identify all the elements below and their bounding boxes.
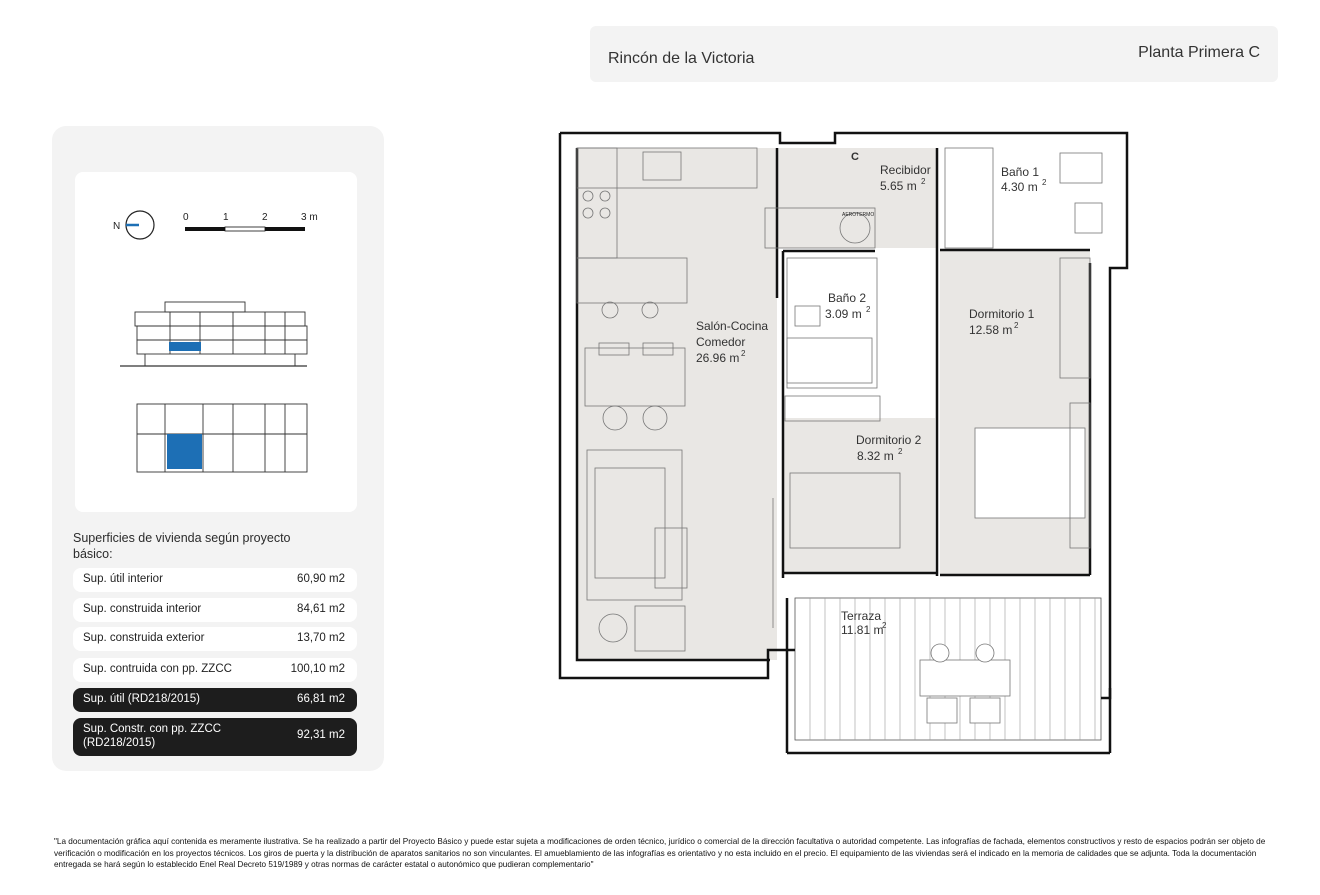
room-area-sup: 2 <box>921 177 926 186</box>
room-area-sup: 2 <box>1014 321 1019 330</box>
surface-row <box>73 658 357 682</box>
north-label: N <box>113 221 121 232</box>
room-area-sup: 2 <box>866 305 871 314</box>
room-area: 8.32 m <box>857 449 894 463</box>
room-name: Baño 2 <box>828 291 867 305</box>
scale-tick-0: 0 <box>183 212 189 223</box>
room-name: Recibidor <box>880 163 931 177</box>
surface-value: 84,61 m2 <box>297 603 345 615</box>
scale-tick-3: 3 m <box>301 212 318 223</box>
room-area-sup: 2 <box>1042 178 1047 187</box>
surface-label: Sup. útil interior <box>83 573 163 585</box>
surface-label: Sup. útil (RD218/2015) <box>83 693 200 705</box>
room-name: Salón-Cocina <box>696 319 769 333</box>
surfaces-title: Superficies de vivienda según proyecto básico: <box>73 531 291 561</box>
surface-label: Sup. Constr. con pp. ZZCC (RD218/2015) <box>83 723 222 749</box>
scale-bar <box>183 212 318 231</box>
room-name: Terraza <box>841 609 882 623</box>
room-area-sup: 2 <box>741 349 746 358</box>
surface-row-highlight <box>73 718 357 756</box>
surface-value: 13,70 m2 <box>297 632 345 644</box>
room-area: 11.81 m <box>841 623 884 637</box>
surface-value: 100,10 m2 <box>290 663 345 675</box>
surface-value: 92,31 m2 <box>297 729 345 741</box>
building-elevation <box>120 302 307 366</box>
floor-title: Planta Primera C <box>1138 44 1260 61</box>
key-plan-graphic <box>75 172 357 512</box>
room-area-sup: 2 <box>882 621 887 630</box>
surface-label: Sup. construida exterior <box>83 632 205 644</box>
door-letter: C <box>851 151 859 163</box>
room-area-sup: 2 <box>898 447 903 456</box>
location-title: Rincón de la Victoria <box>608 50 755 67</box>
room-name: Baño 1 <box>1001 165 1040 179</box>
surface-label: Sup. construida interior <box>83 603 202 615</box>
surface-label: Sup. contruida con pp. ZZCC <box>83 663 232 675</box>
surface-value: 60,90 m2 <box>297 573 345 585</box>
room-area: 4.30 m <box>1001 180 1038 194</box>
surface-row-highlight <box>73 688 357 712</box>
surface-row <box>73 568 357 592</box>
legal-disclaimer: "La documentación gráfica aquí contenida es meramente ilustrativa. Se ha realizado a partir del Proyecto Básico y puede estar sujeta a modificaciones de orden técnico, jurídico o comercial de la dirección facultativa o autoridad competente. Las infografías de fachada, elementos constructivos y resto de espacios podrán ser objeto de verificación o modificación en los proyectos técnicos. Los giros de puerta y la distribución de aparatos sanitarios no son vinculantes. El amueblamiento de las infografías es orientativo y no esta incluido en el precio. El equipamiento de las viviendas será el indicado en la memoria de calidades que se adjunta. Toda la documentación entregada se hará según lo establecido Enel Real Decreto 519/1989 y otras normas de carácter estatal o autonómico que pudieran complementario" <box>54 837 1266 869</box>
compass-icon <box>113 211 154 239</box>
surface-value: 66,81 m2 <box>297 693 345 705</box>
room-area: 26.96 m <box>696 351 740 365</box>
scale-tick-2: 2 <box>262 212 268 223</box>
surface-row <box>73 598 357 622</box>
scale-tick-1: 1 <box>223 212 229 223</box>
key-plan-card <box>75 172 357 512</box>
highlighted-unit-plan <box>167 434 202 469</box>
floor-key-plan <box>137 404 307 472</box>
floor-plan <box>555 128 1155 768</box>
header-bar <box>590 26 1278 82</box>
room-area: 5.65 m <box>880 179 917 193</box>
surface-row <box>73 627 357 651</box>
room-name: Dormitorio 2 <box>856 433 922 447</box>
room-name: Dormitorio 1 <box>969 307 1035 321</box>
room-area: 12.58 m <box>969 323 1013 337</box>
highlighted-unit-elevation <box>169 342 201 351</box>
room-name-2: Comedor <box>696 335 746 349</box>
room-area: 3.09 m <box>825 307 862 321</box>
aerotermo-label: AEROTERMO <box>842 212 875 218</box>
